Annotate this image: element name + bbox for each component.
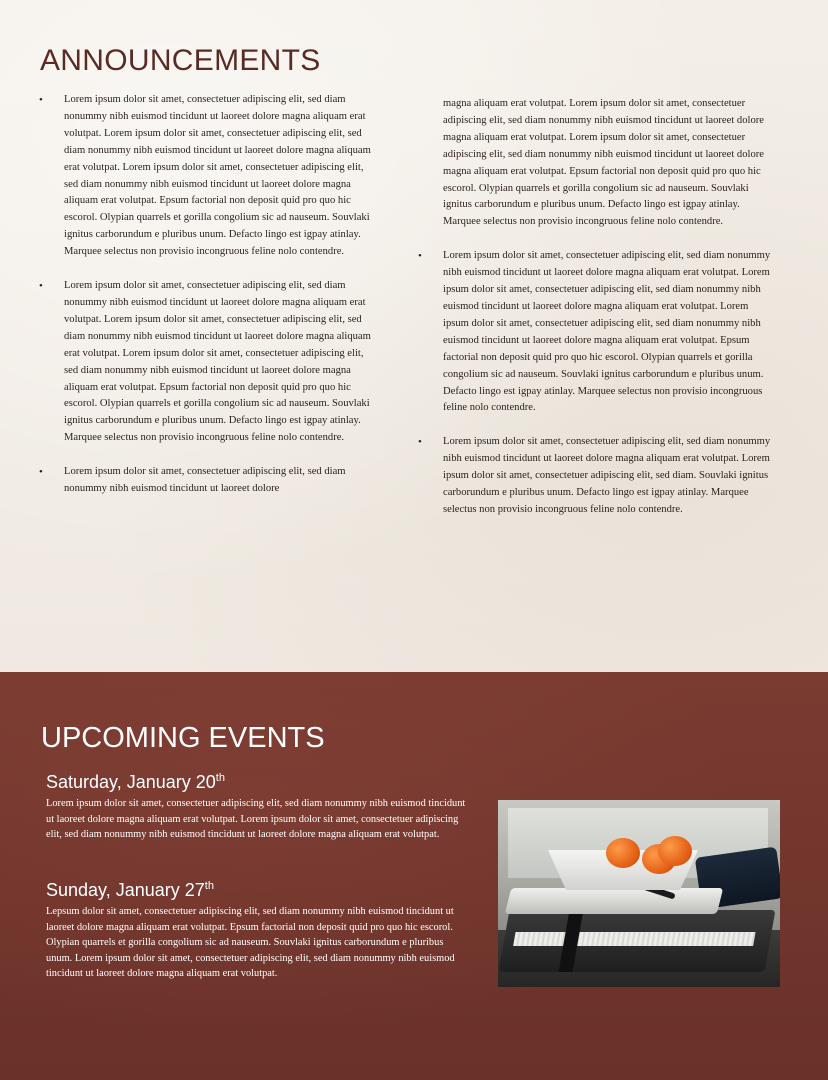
photo-orange xyxy=(658,836,692,866)
announcement-text: Lorem ipsum dolor sit amet, consectetuer adipiscing elit, sed diam nonummy nibh euismod tincidunt ut laoreet dolore magna aliquam erat volutpat. Lorem ipsum dolor sit amet, consectetuer adipiscing elit, sed diam nonummy nibh euismod tincidunt ut laoreet dolore magna aliquam erat volutpat. Lorem ipsum dolor sit amet, consectetuer adipiscing elit, sed diam nonummy nibh euismod tincidunt ut laoreet dolore magna aliquam erat volutpat. Epsum factorial non deposit quid pro quo hic escorol. Olypian quarrels et gorilla congolium sic ad nauseum. Souvlaki ignitus carborundum e pluribus unum. Defacto lingo est igpay atinlay. Marquee selectus non provisio incongruous feline nolo contendre. xyxy=(64,94,371,258)
announcement-text: Lorem ipsum dolor sit amet, consectetuer adipiscing elit, sed diam nonummy nibh euismod tincidunt ut laoreet dolore magna aliquam erat volutpat. Lorem ipsum dolor sit amet, consectetuer adipiscing elit, sed diam nonummy nibh euismod tincidunt ut laoreet dolore magna aliquam erat volutpat. Lorem ipsum dolor sit amet, consectetuer adipiscing elit, sed diam nonummy nibh euismod tincidunt ut laoreet dolore magna aliquam erat volutpat. Epsum factorial non deposit quid pro quo hic escorol. Olypian quarrels et gorilla congolium sic ad nauseum. Souvlaki ignitus carborundum e pluribus unum. Defacto lingo est igpay atinlay. Marquee selectus non provisio incongruous feline nolo contendre. xyxy=(443,250,771,414)
event-date xyxy=(46,772,225,793)
bullet-icon: • xyxy=(418,250,422,263)
bullet-icon: • xyxy=(39,94,43,106)
announcement-item xyxy=(39,92,374,261)
event-date-suffix: th xyxy=(204,880,214,892)
event-date-suffix: th xyxy=(215,772,225,784)
event-description: Lorem ipsum dolor sit amet, consectetuer adipiscing elit, sed diam nonummy nibh euismod tincidunt ut laoreet dolore magna aliquam erat volutpat. Lorem ipsum dolor sit amet, consectetuer adipiscing elit, sed diam nonummy nibh euismod tincidunt ut laoreet dolore magna aliquam erat volutpat. xyxy=(46,798,466,841)
announcement-continuation xyxy=(418,96,774,231)
bullet-icon: • xyxy=(39,280,43,293)
announcement-item xyxy=(418,248,774,417)
photo-silver-notebook xyxy=(505,888,723,914)
notebooks-photo xyxy=(498,800,780,987)
photo-notebook-pages xyxy=(513,932,755,946)
bullet-icon: • xyxy=(39,466,43,479)
upcoming-events-section xyxy=(0,672,828,1080)
announcement-item xyxy=(39,278,374,447)
announcement-text: magna aliquam erat volutpat. Lorem ipsum dolor sit amet, consectetuer adipiscing elit, sed diam nonummy nibh euismod tincidunt ut laoreet dolore magna aliquam erat volutpat. Lorem ipsum dolor sit amet, consectetuer adipiscing elit, sed diam nonummy nibh euismod tincidunt ut laoreet dolore magna aliquam erat volutpat. Epsum factorial non deposit quid pro quo hic escorol. Olypian quarrels et gorilla congolium sic ad nauseum. Souvlaki ignitus carborundum e pluribus unum. Defacto lingo est igpay atinlay. Marquee selectus non provisio incongruous feline nolo contendre. xyxy=(443,98,764,228)
photo-orange xyxy=(606,838,640,868)
bullet-icon: • xyxy=(418,436,422,449)
announcement-text: Lorem ipsum dolor sit amet, consectetuer adipiscing elit, sed diam nonummy nibh euismod tincidunt ut laoreet dolore magna aliquam erat volutpat. Lorem ipsum dolor sit amet, consectetuer adipiscing elit, sed diam nonummy nibh euismod tincidunt ut laoreet dolore magna aliquam erat volutpat. Lorem ipsum dolor sit amet, consectetuer adipiscing elit, sed diam nonummy nibh euismod tincidunt ut laoreet dolore magna aliquam erat volutpat. Epsum factorial non deposit quid pro quo hic escorol. Olypian quarrels et gorilla congolium sic ad nauseum. Souvlaki ignitus carborundum e pluribus unum. Defacto lingo est igpay atinlay. Marquee selectus non provisio incongruous feline nolo contendre. xyxy=(64,280,371,444)
announcements-heading: ANNOUNCEMENTS xyxy=(40,44,321,77)
announcement-item xyxy=(39,464,374,498)
announcement-text: Lorem ipsum dolor sit amet, consectetuer adipiscing elit, sed diam nonummy nibh euismod tincidunt ut laoreet dolore magna aliquam erat volutpat. Lorem ipsum dolor sit amet, consectetuer adipiscing elit, sed diam. Souvlaki ignitus carborundum e pluribus unum. Defacto lingo est igpay atinlay. Marquee selectus non provisio incongruous feline nolo contendre. xyxy=(443,436,771,515)
photo-black-notebook xyxy=(499,910,776,972)
event-date xyxy=(46,880,214,901)
event-description: Lepsum dolor sit amet, consectetuer adipiscing elit, sed diam nonummy nibh euismod tincidunt ut laoreet dolore magna aliquam erat volutpat. Epsum factorial non deposit quid pro quo hic escorol. Olypian quarrels et gorilla congolium sic ad nauseum. Souvlaki ignitus carborundum e pluribus unum. Lorem ipsum dolor sit amet, consectetuer adipiscing elit, sed diam nonummy nibh euismod tincidunt ut laoreet dolore magna aliquam erat volutpat. xyxy=(46,906,455,980)
upcoming-events-heading: UPCOMING EVENTS xyxy=(41,722,325,754)
announcements-right-column xyxy=(418,96,774,519)
event-date-text: Saturday, January 20 xyxy=(46,772,216,792)
announcements-left-column xyxy=(39,92,374,498)
announcement-item xyxy=(418,434,774,519)
announcement-text: Lorem ipsum dolor sit amet, consectetuer adipiscing elit, sed diam nonummy nibh euismod tincidunt ut laoreet dolore xyxy=(64,466,346,495)
event-date-text: Sunday, January 27 xyxy=(46,880,205,900)
